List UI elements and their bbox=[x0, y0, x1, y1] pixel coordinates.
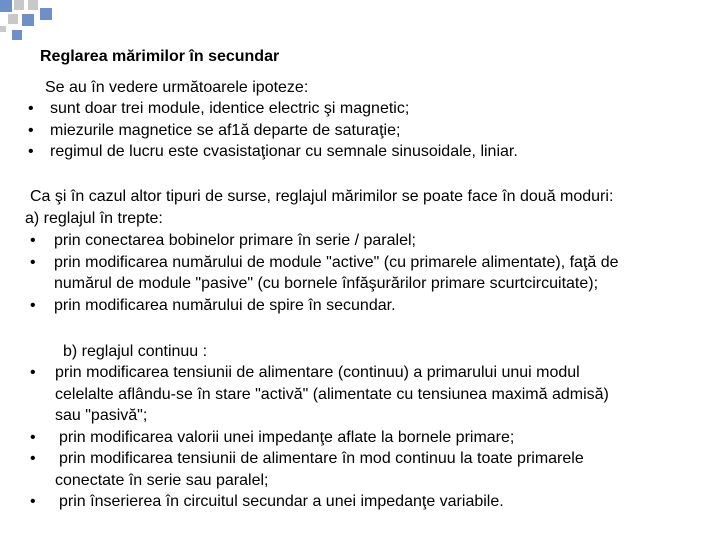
corner-decoration bbox=[0, 0, 60, 50]
list-item-text: sau "pasivă"; bbox=[55, 407, 148, 424]
list-item-text: prin modificarea numărului de module "active" (cu primarele alimentate), faţă de bbox=[54, 253, 619, 271]
bullet-icon: • bbox=[30, 364, 36, 381]
list-item-text: prin modificarea valorii unei impedanţe aflate la bornele primare; bbox=[59, 428, 515, 446]
decor-square bbox=[14, 0, 24, 10]
list-item-text: miezurile magnetice se af1ă departe de saturaţie; bbox=[50, 121, 401, 139]
bullet-icon: • bbox=[30, 296, 36, 314]
bullet-icon: • bbox=[30, 253, 36, 271]
list-item bbox=[30, 448, 609, 491]
bullet-icon: • bbox=[28, 143, 34, 160]
hypotheses-intro: Se au în vedere următoarele ipoteze: bbox=[45, 79, 309, 96]
list-item bbox=[30, 362, 609, 427]
stepped-list bbox=[30, 230, 619, 316]
continuous-heading: b) reglajul continuu : bbox=[63, 343, 208, 360]
list-item bbox=[28, 120, 518, 142]
continuous-list bbox=[30, 362, 609, 513]
stepped-heading: a) reglajul în trepte: bbox=[25, 210, 163, 227]
list-item-text: prin modificarea tensiunii de alimentare în mod continuu la toate primarele bbox=[59, 450, 584, 467]
decor-square bbox=[0, 26, 6, 32]
bullet-icon: • bbox=[28, 121, 34, 139]
list-item bbox=[30, 252, 619, 295]
list-item bbox=[28, 98, 518, 120]
list-item-text: numărul de module "pasive" (cu bornele înfăşurărilor primare scurtcircuitate); bbox=[54, 275, 599, 292]
slide-title: Reglarea mărimilor în secundar bbox=[40, 48, 280, 65]
list-item-text: prin înserierea în circuitul secundar a unei impedanţe variabile. bbox=[59, 493, 504, 510]
list-item bbox=[30, 295, 619, 317]
list-item-text: conectate în serie sau paralel; bbox=[55, 471, 269, 489]
stepped-intro: Ca şi în cazul altor tipuri de surse, reglajul mărimilor se poate face în două moduri: bbox=[30, 188, 614, 205]
bullet-icon: • bbox=[30, 232, 36, 249]
list-item bbox=[30, 427, 609, 449]
list-item-text: prin modificarea numărului de spire în secundar. bbox=[54, 296, 396, 314]
list-item bbox=[30, 491, 609, 513]
list-item-text: regimul de lucru este cvasistaţionar cu semnale sinusoidale, liniar. bbox=[50, 143, 518, 160]
bullet-icon: • bbox=[28, 100, 34, 117]
list-item bbox=[28, 141, 518, 163]
decor-square bbox=[22, 14, 34, 26]
list-item-text: prin modificarea tensiunii de alimentare (continuu) a primarului unui modul bbox=[55, 364, 580, 381]
list-item-text: prin conectarea bobinelor primare în serie / paralel; bbox=[54, 232, 416, 249]
bullet-icon: • bbox=[30, 450, 36, 467]
list-item-text: celelalte aflându-se în stare "activă" (alimentate cu tensiunea maximă admisă) bbox=[55, 385, 609, 403]
hypotheses-list bbox=[28, 98, 518, 163]
decor-square bbox=[40, 8, 52, 20]
bullet-icon: • bbox=[30, 428, 36, 446]
decor-square bbox=[28, 0, 38, 10]
list-item bbox=[30, 230, 619, 252]
bullet-icon: • bbox=[30, 493, 36, 510]
decor-square bbox=[0, 0, 12, 12]
decor-square bbox=[8, 14, 18, 24]
list-item-text: sunt doar trei module, identice electric şi magnetic; bbox=[50, 100, 410, 117]
decor-square bbox=[12, 30, 22, 40]
